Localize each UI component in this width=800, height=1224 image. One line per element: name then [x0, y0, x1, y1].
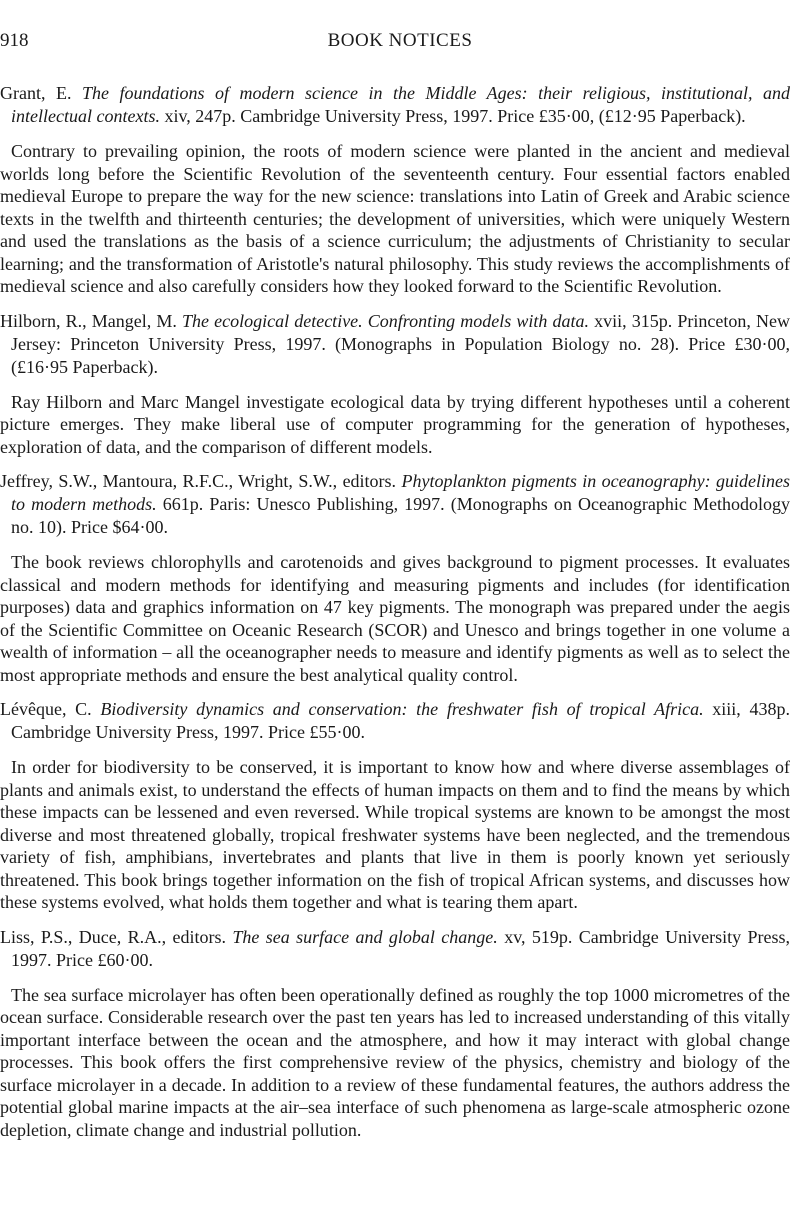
- book-notice: [0, 470, 790, 686]
- book-notice: [0, 698, 790, 914]
- book-details: xiii, 438p. Cambridge University Press, 1997. Price £55·00.: [11, 699, 791, 742]
- book-title: Phytoplankton pigments in oceanography: guidelines to modern methods.: [11, 471, 790, 514]
- book-notices-list: [0, 82, 790, 1153]
- book-citation: [0, 470, 790, 539]
- book-notice: [0, 310, 790, 459]
- book-citation: [0, 698, 790, 744]
- running-title: BOOK NOTICES: [327, 30, 473, 51]
- book-authors: Lévêque, C.: [0, 699, 92, 719]
- book-details: xiv, 247p. Cambridge University Press, 1997. Price £35·00, (£12·95 Paperback).: [164, 106, 746, 126]
- book-title: Biodiversity dynamics and conservation: the freshwater fish of tropical Africa.: [100, 699, 704, 719]
- book-summary: The book reviews chlorophylls and carotenoids and gives background to pigment processes. It evaluates classical and modern methods for identifying and measuring pigments and includes (for identification purposes) data and graphics information on 47 key pigments. The monograph was prepared under the aegis of the Scientific Committee on Oceanic Research (SCOR) and Unesco and brings together in one volume a wealth of information – all the oceanographer needs to measure and identify pigments as well as to select the most appropriate methods and ensure the best analytical quality control.: [0, 552, 790, 685]
- book-citation: [0, 310, 790, 379]
- book-summary: The sea surface microlayer has often been operationally defined as roughly the top 1000 micrometres of the ocean surface. Considerable research over the past ten years has led to increased understanding of this vitally important interface between the ocean and the atmosphere, and how it may interact with global change processes. This book offers the first comprehensive review of the physics, chemistry and biology of the surface microlayer in a decade. In addition to a review of these fundamental features, the authors address the potential global marine impacts at the air–sea interface of such phenomena as large-scale atmospheric ozone depletion, climate change and industrial pollution.: [0, 984, 790, 1140]
- book-citation: [0, 926, 790, 972]
- book-details: xvii, 315p. Princeton, New Jersey: Princeton University Press, 1997. (Monographs in Population Biology no. 28). Price £30·00, (£16·95 Paperback).: [11, 310, 790, 377]
- book-authors: Liss, P.S., Duce, R.A., editors.: [0, 926, 227, 947]
- book-summary: Contrary to prevailing opinion, the roots of modern science were planted in the ancient and medieval worlds long before the Scientific Revolution of the seventeenth century. Four essential factors enabled medieval Europe to prepare the way for the new science: translations into Latin of Greek and Arabic science texts in the twelfth and thirteenth centuries; the development of universities, which were uniquely Western and used the translations as the basis of a science curriculum; the adjustments of Christianity to secular learning; and the transformation of Aristotle's natural philosophy. This study reviews the accomplishments of medieval science and also carefully considers how they looked forward to the Scientific Revolution.: [0, 141, 790, 296]
- book-notice: [0, 82, 790, 298]
- book-notice: [0, 926, 790, 1142]
- book-authors: Grant, E.: [0, 83, 72, 103]
- book-summary: In order for biodiversity to be conserved, it is important to know how and where diverse assemblages of plants and animals exist, to understand the effects of human impacts on them and to find the means by which these impacts can be lessened and even reversed. While tropical systems are known to be amongst the most diverse and most threatened globally, tropical freshwater systems have been neglected, and the tremendous variety of fish, amphibians, invertebrates and plants that live in them is poorly known yet seriously threatened. This book brings together information on the fish of tropical African systems, and discusses how these systems evolved, what holds them together and what is tearing them apart.: [0, 757, 790, 912]
- book-citation: [0, 82, 790, 128]
- book-title: The ecological detective. Confronting models with data.: [182, 310, 590, 331]
- running-header: [0, 30, 800, 56]
- book-authors: Jeffrey, S.W., Mantoura, R.F.C., Wright, S.W., editors.: [0, 471, 397, 491]
- book-title: The sea surface and global change.: [232, 926, 498, 947]
- book-authors: Hilborn, R., Mangel, M.: [0, 310, 177, 331]
- book-details: xv, 519p. Cambridge University Press, 1997. Price £60·00.: [11, 926, 791, 970]
- book-title: The foundations of modern science in the Middle Ages: their religious, institutional, and intellectual contexts.: [11, 83, 790, 126]
- book-details: 661p. Paris: Unesco Publishing, 1997. (Monographs on Oceanographic Methodology no. 10). Price $64·00.: [11, 494, 790, 537]
- book-summary: Ray Hilborn and Marc Mangel investigate ecological data by trying different hypotheses until a coherent picture emerges. They make liberal use of computer programming for the generation of hypotheses, exploration of data, and the comparison of different models.: [0, 391, 790, 457]
- page-number: 918: [0, 30, 29, 51]
